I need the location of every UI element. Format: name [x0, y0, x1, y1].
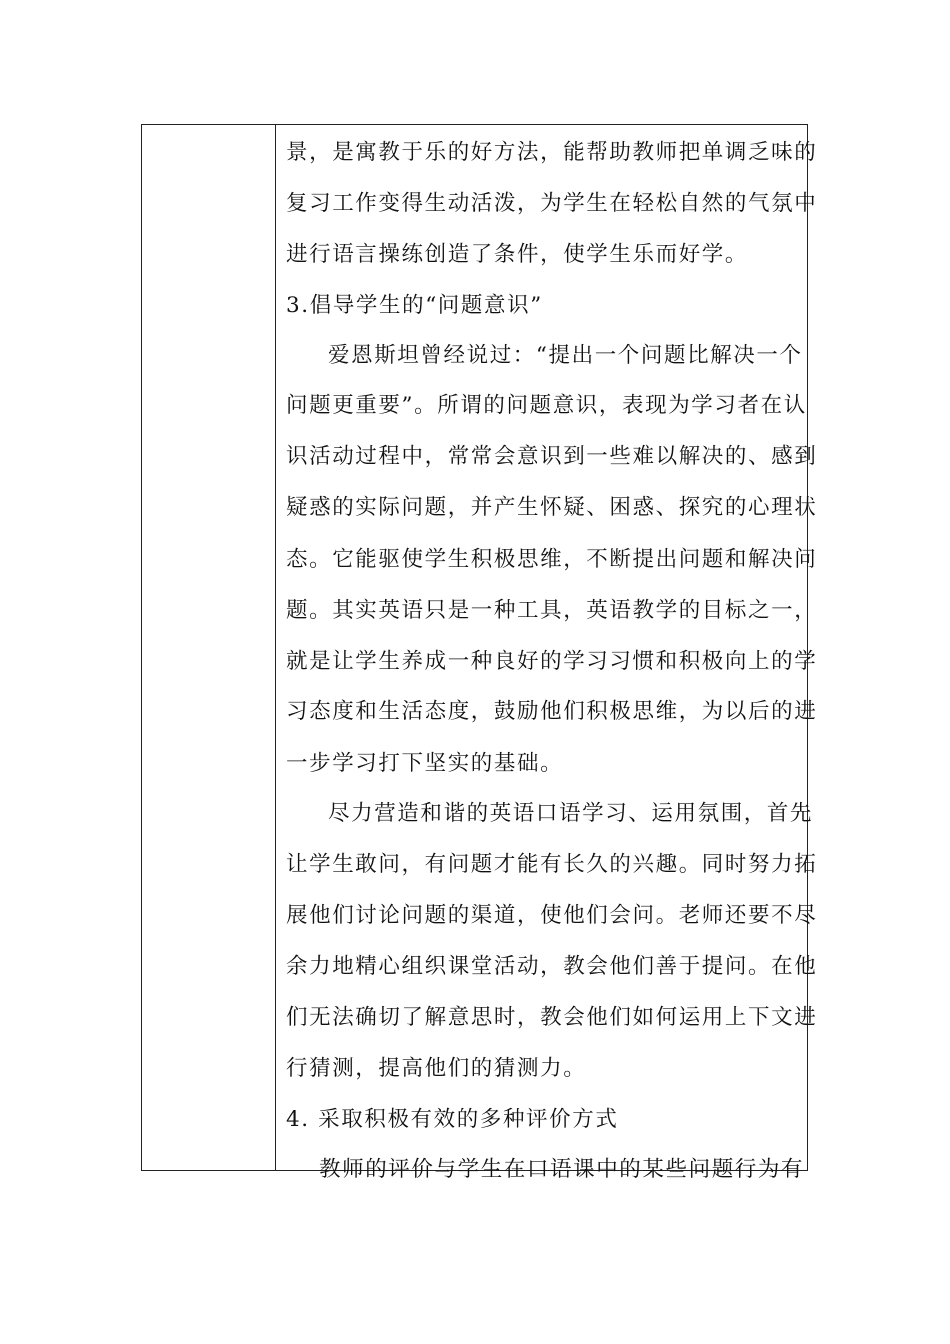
paragraph-line: 教师的评价与学生在口语课中的某些问题行为有: [319, 1157, 805, 1182]
table-left-cell: [142, 125, 276, 1170]
document-table: [141, 124, 818, 1182]
paragraph-line: 展他们讨论问题的渠道，使他们会问。老师还要不尽: [286, 903, 818, 928]
paragraph-line: 进行语言操练创造了条件，使学生乐而好学。: [286, 242, 749, 267]
paragraph-line: 复习工作变得生动活泼，为学生在轻松自然的气氛中: [286, 191, 818, 216]
paragraph-line: 让学生敢问，有问题才能有长久的兴趣。同时努力拓: [286, 852, 818, 877]
paragraph-line: 爱恩斯坦曾经说过：“提出一个问题比解决一个: [328, 343, 803, 368]
section-heading: 3.倡导学生的“问题意识”: [286, 293, 543, 318]
paragraph-line: 行猜测，提高他们的猜测力。: [286, 1056, 587, 1081]
section-heading: 4. 采取积极有效的多种评价方式: [286, 1107, 619, 1132]
paragraph-line: 态。它能驱使学生积极思维，不断提出问题和解决问: [286, 547, 818, 572]
paragraph-line: 习态度和生活态度，鼓励他们积极思维，为以后的进: [286, 699, 818, 724]
paragraph-line: 问题更重要”。所谓的问题意识，表现为学习者在认: [286, 393, 807, 418]
paragraph-line: 余力地精心组织课堂活动，教会他们善于提问。在他: [286, 954, 818, 979]
paragraph-line: 景，是寓教于乐的好方法，能帮助教师把单调乏味的: [286, 140, 818, 165]
paragraph-line: 识活动过程中，常常会意识到一些难以解决的、感到: [286, 444, 818, 469]
paragraph-line: 题。其实英语只是一种工具，英语教学的目标之一，: [286, 598, 818, 623]
paragraph-line: 一步学习打下坚实的基础。: [286, 751, 564, 776]
paragraph-line: 疑惑的实际问题，并产生怀疑、困惑、探究的心理状: [286, 495, 818, 520]
paragraph-line: 就是让学生养成一种良好的学习习惯和积极向上的学: [286, 649, 818, 674]
table-content-cell: [276, 125, 818, 1182]
paragraph-line: 尽力营造和谐的英语口语学习、运用氛围，首先: [328, 801, 814, 826]
paragraph-line: 们无法确切了解意思时，教会他们如何运用上下文进: [286, 1005, 818, 1030]
